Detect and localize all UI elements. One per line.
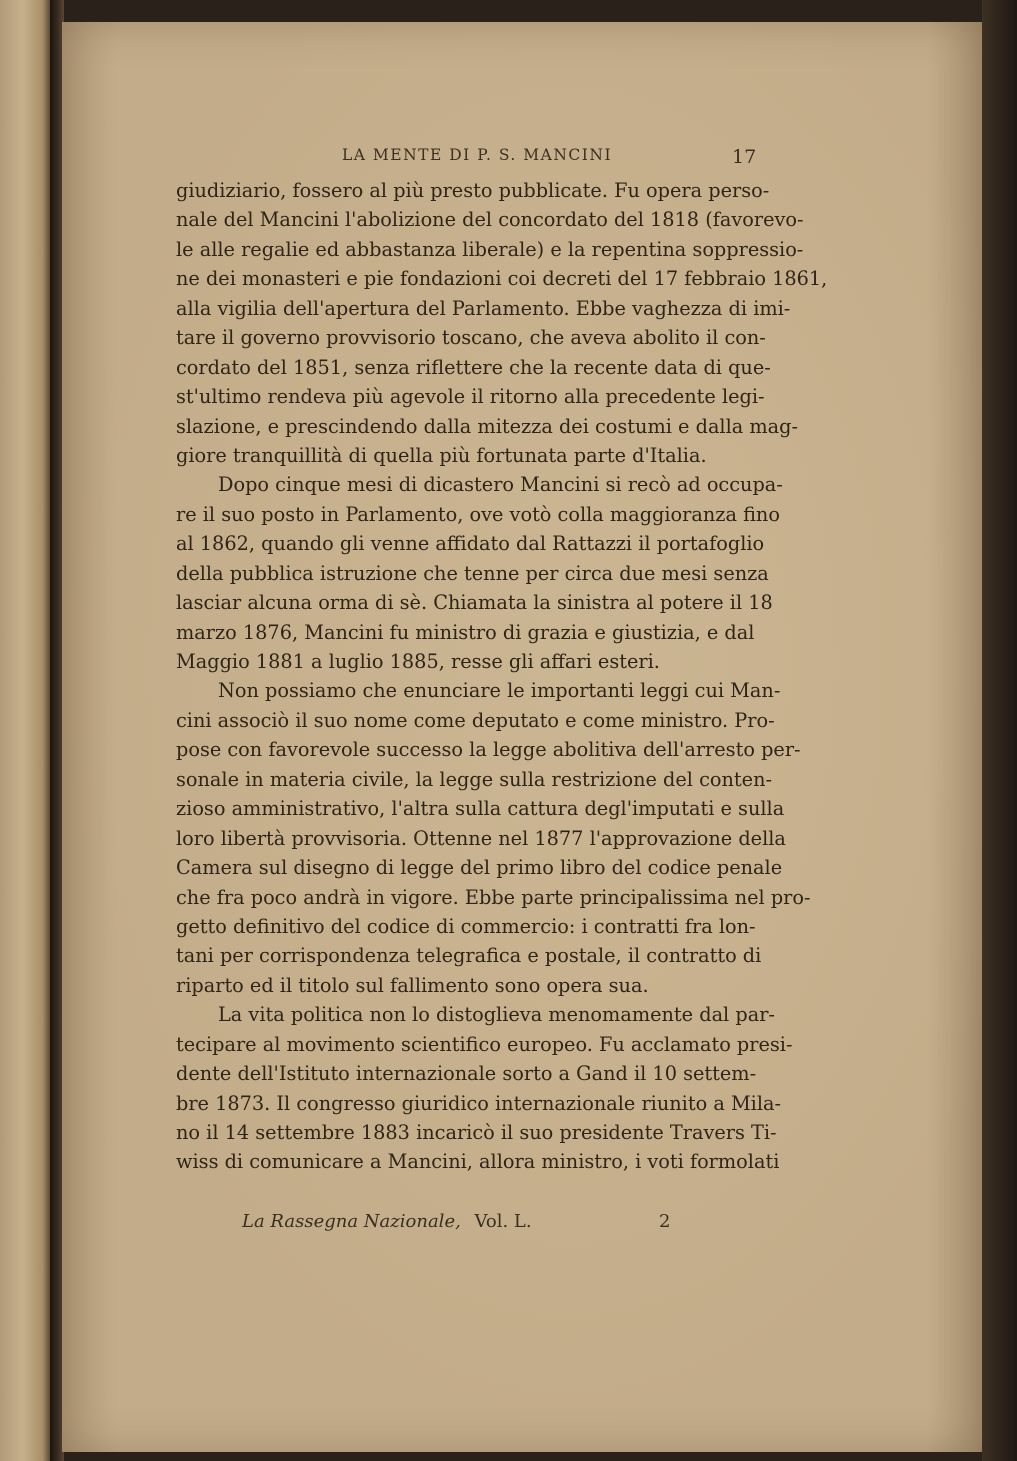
text-line: zioso amministrativo, l'altra sulla cattura degl'imputati e sulla (176, 797, 785, 821)
text-line: lasciar alcuna orma di sè. Chiamata la sinistra al potere il 18 (176, 591, 773, 615)
text-line: Dopo cinque mesi di dicastero Mancini si recò ad occupa- (218, 473, 783, 497)
left-page-edge (0, 0, 50, 1461)
body-text (176, 176, 828, 1177)
text-line: al 1862, quando gli venne affidato dal Rattazzi il portafoglio (176, 532, 765, 556)
paragraph (176, 1000, 793, 1177)
text-line: loro libertà provvisoria. Ottenne nel 1877 l'approvazione della (176, 826, 786, 850)
text-line: slazione, e prescindendo dalla mitezza dei costumi e dalla mag- (176, 414, 799, 438)
text-line: bre 1873. Il congresso giuridico internazionale riunito a Mila- (176, 1091, 782, 1115)
text-line: tani per corrispondenza telegrafica e postale, il contratto di (176, 944, 762, 968)
text-line: sonale in materia civile, la legge sulla restrizione del conten- (176, 767, 773, 791)
page-number: 17 (732, 146, 757, 168)
text-line: nale del Mancini l'abolizione del concordato del 1818 (favorevo- (176, 208, 804, 232)
text-line: wiss di comunicare a Mancini, allora ministro, i voti formolati (176, 1150, 780, 1174)
paragraph (176, 676, 811, 1000)
text-line: le alle regalie ed abbastanza liberale) e la repentina soppressio- (176, 237, 804, 261)
text-line: ne dei monasteri e pie fondazioni coi decreti del 17 febbraio 1861, (176, 267, 828, 291)
text-line: tare il governo provvisorio toscano, che aveva abolito il con- (176, 326, 766, 350)
text-line: tecipare al movimento scientifico europeo. Fu acclamato presi- (176, 1032, 793, 1056)
text-line: giore tranquillità di quella più fortunata parte d'Italia. (176, 443, 707, 467)
text-line: cordato del 1851, senza riflettere che la recente data di que- (176, 355, 771, 379)
running-head: LA MENTE DI P. S. MANCINI (342, 146, 613, 164)
text-line: cini associò il suo nome come deputato e come ministro. Pro- (176, 708, 775, 732)
paragraph (176, 176, 828, 470)
paragraph (176, 470, 783, 676)
journal-volume: Vol. L. (474, 1211, 532, 1232)
text-line: della pubblica istruzione che tenne per circa due mesi senza (176, 561, 769, 585)
text-line: La vita politica non lo distoglieva menomamente dal par- (218, 1003, 775, 1027)
footer-journal-line (242, 1211, 532, 1232)
text-line: dente dell'Istituto internazionale sorto a Gand il 10 settem- (176, 1062, 757, 1086)
journal-title: La Rassegna Nazionale, (242, 1211, 461, 1232)
text-line: no il 14 settembre 1883 incaricò il suo presidente Travers Ti- (176, 1121, 777, 1144)
text-line: marzo 1876, Mancini fu ministro di grazia e giustizia, e dal (176, 620, 755, 644)
text-line: st'ultimo rendeva più agevole il ritorno alla precedente legi- (176, 385, 765, 409)
text-line: alla vigilia dell'apertura del Parlamento. Ebbe vaghezza di imi- (176, 296, 791, 320)
text-line: pose con favorevole successo la legge abolitiva dell'arresto per- (176, 738, 801, 762)
text-line: riparto ed il titolo sul fallimento sono opera sua. (176, 973, 649, 997)
signature-mark: 2 (659, 1211, 671, 1232)
scan-background-strip (982, 0, 1017, 1461)
text-line: giudiziario, fossero al più presto pubblicate. Fu opera perso- (176, 179, 770, 202)
text-line: re il suo posto in Parlamento, ove votò colla maggioranza fino (176, 502, 780, 526)
text-line: che fra poco andrà in vigore. Ebbe parte principalissima nel pro- (176, 885, 811, 909)
text-line: getto definitivo del codice di commercio: i contratti fra lon- (176, 914, 756, 938)
text-line: Non possiamo che enunciare le importanti leggi cui Man- (218, 679, 781, 703)
text-line: Camera sul disegno di legge del primo libro del codice penale (176, 856, 783, 880)
text-line: Maggio 1881 a luglio 1885, resse gli affari esteri. (176, 650, 660, 673)
